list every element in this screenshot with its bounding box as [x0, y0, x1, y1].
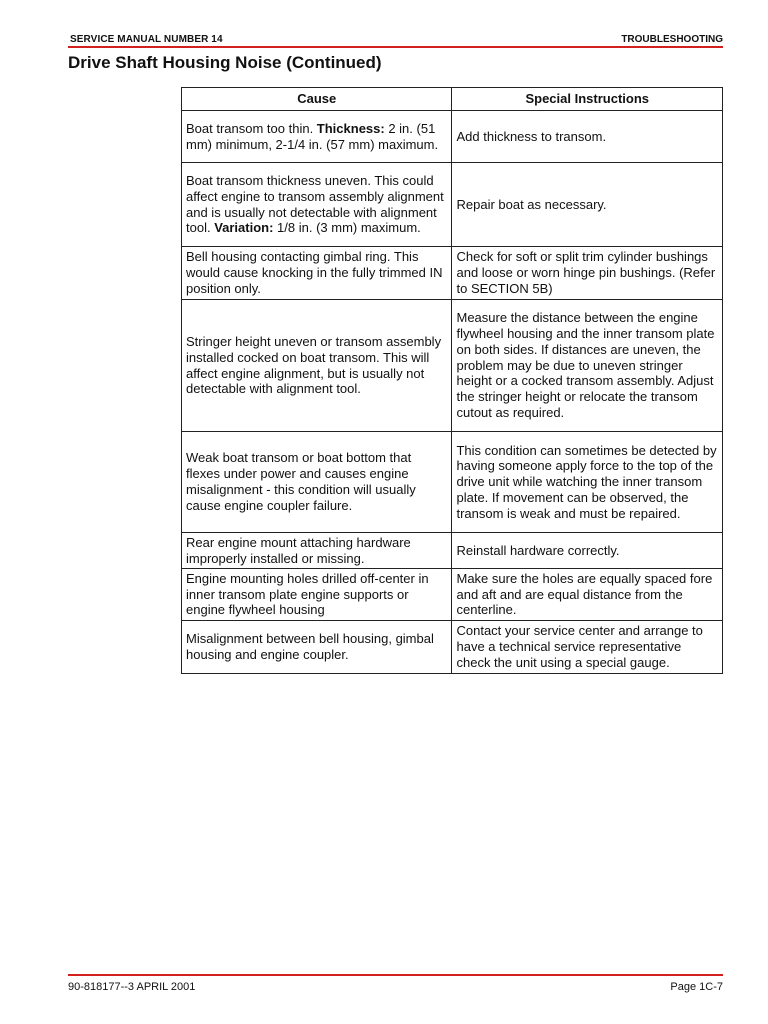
table-row — [182, 111, 723, 163]
instructions-cell: This condition can sometimes be detected by having someone apply force to the top of the drive unit while watching the inner transom plate. If movement can be observed, the transom is weak and must be repaired. — [452, 432, 723, 533]
table-row — [182, 247, 723, 300]
footer-page-number: Page 1C-7 — [670, 981, 723, 993]
header-rule — [68, 46, 723, 48]
table-row — [182, 569, 723, 621]
cause-cell: Engine mounting holes drilled off-center in inner transom plate engine supports or engine flywheel housing — [182, 569, 452, 621]
cause-cell — [182, 163, 452, 247]
header-section: TROUBLESHOOTING — [621, 34, 723, 45]
cause-text-after: 2 in. (51 mm) minimum, 2-1/4 in. (57 mm) maximum. — [186, 120, 439, 152]
instructions-cell: Repair boat as necessary. — [452, 163, 723, 247]
instructions-cell: Make sure the holes are equally spaced fore and aft and are equal distance from the centerline. — [452, 569, 723, 621]
troubleshooting-table — [181, 87, 723, 674]
table-row — [182, 300, 723, 432]
footer-rule — [68, 974, 723, 976]
table-row — [182, 621, 723, 674]
column-header-cause: Cause — [182, 88, 452, 111]
cause-text: Boat transom thickness uneven. This could affect engine to transom assembly alignment and is usually not detectable with alignment tool. — [186, 172, 444, 236]
table-row — [182, 533, 723, 569]
instructions-cell: Add thickness to transom. — [452, 111, 723, 163]
cause-text: Boat transom too thin. — [186, 120, 317, 136]
cause-text-after: 1/8 in. (3 mm) maximum. — [273, 220, 421, 236]
header-manual-number: SERVICE MANUAL NUMBER 14 — [70, 34, 223, 45]
table-row — [182, 432, 723, 533]
cause-cell: Bell housing contacting gimbal ring. This would cause knocking in the fully trimmed IN position only. — [182, 247, 452, 300]
footer-document-id: 90-818177--3 APRIL 2001 — [68, 981, 196, 993]
instructions-cell: Check for soft or split trim cylinder bushings and loose or worn hinge pin bushings. (Refer to SECTION 5B) — [452, 247, 723, 300]
table-header-row — [182, 88, 723, 111]
cause-cell: Misalignment between bell housing, gimbal housing and engine coupler. — [182, 621, 452, 674]
instructions-cell: Contact your service center and arrange to have a technical service representative check the unit using a special gauge. — [452, 621, 723, 674]
column-header-instructions: Special Instructions — [452, 88, 723, 111]
table-row — [182, 163, 723, 247]
cause-cell: Weak boat transom or boat bottom that flexes under power and causes engine misalignment - this condition will usually cause engine coupler failure. — [182, 432, 452, 533]
page-title: Drive Shaft Housing Noise (Continued) — [68, 53, 382, 72]
instructions-cell: Measure the distance between the engine flywheel housing and the inner transom plate on both sides. If distances are uneven, the problem may be due to uneven stringer height or a cocked transom assembly. Adjust the stringer height or relocate the transom cutout as required. — [452, 300, 723, 432]
cause-emphasis: Thickness: — [316, 120, 385, 136]
cause-emphasis: Variation: — [214, 220, 274, 236]
cause-cell — [182, 111, 452, 163]
cause-cell: Stringer height uneven or transom assembly installed cocked on boat transom. This will affect engine alignment, but is usually not detectable with alignment tool. — [182, 300, 452, 432]
cause-cell: Rear engine mount attaching hardware improperly installed or missing. — [182, 533, 452, 569]
instructions-cell: Reinstall hardware correctly. — [452, 533, 723, 569]
